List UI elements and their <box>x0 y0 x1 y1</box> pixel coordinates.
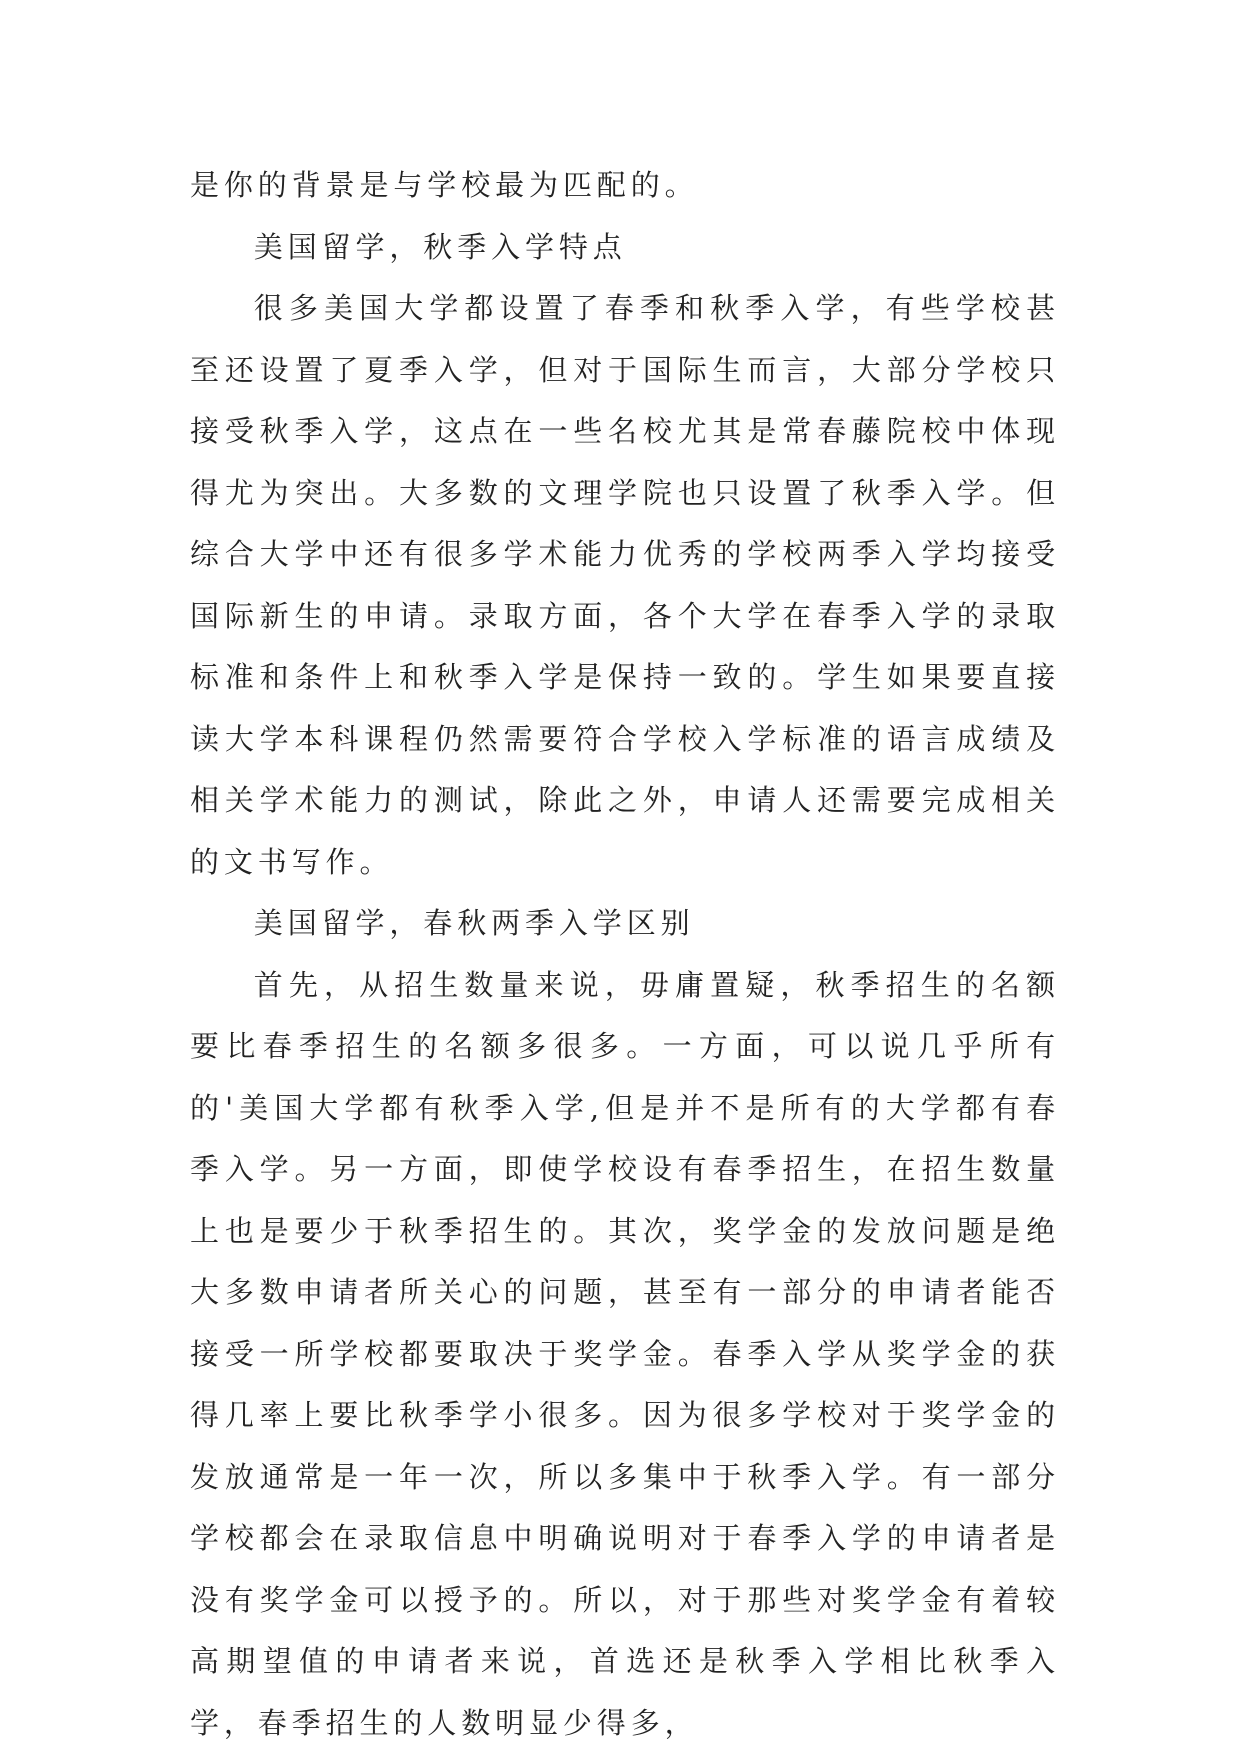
paragraph-continuation: 是你的背景是与学校最为匹配的。 <box>190 168 699 202</box>
paragraph-fall-admission: 很多美国大学都设置了春季和秋季入学，有些学校甚至还设置了夏季入学，但对于国际生而言，大部分学校只接受秋季入学，这点在一些名校尤其是常春藤院校中体现得尤为突出。大多数的文理学院也只设置了秋季入学。但综合大学中还有很多学术能力优秀的学校两季入学均接受国际新生的申请。录取方面，各个大学在春季入学的录取标准和条件上和秋季入学是保持一致的。学生如果要直接读大学本科课程仍然需要符合学校入学标准的语言成绩及相关学术能力的测试，除此之外，申请人还需要完成相关的文书写作。 <box>190 291 1060 879</box>
document-body <box>190 155 1060 1754</box>
section-heading-fall-admission: 美国留学，秋季入学特点 <box>253 229 627 264</box>
section-heading-spring-fall-difference: 美国留学，春秋两季入学区别 <box>253 906 695 940</box>
paragraph-spring-fall-difference: 首先，从招生数量来说，毋庸置疑，秋季招生的名额要比春季招生的名额多很多。一方面，可以说几乎所有的'美国大学都有秋季入学,但是并不是所有的大学都有春季入学。另一方面，即使学校设有春季招生，在招生数量上也是要少于秋季招生的。其次，奖学金的发放问题是绝大多数申请者所关心的问题，甚至有一部分的申请者能否接受一所学校都要取决于奖学金。春季入学从奖学金的获得几率上要比秋季学小很多。因为很多学校对于奖学金的发放通常是一年一次，所以多集中于秋季入学。有一部分学校都会在录取信息中明确说明对于春季入学的申请者是没有奖学金可以授予的。所以，对于那些对奖学金有着较高期望值的申请者来说，首选还是秋季入学相比秋季入学，春季招生的人数明显少得多， <box>190 967 1060 1740</box>
